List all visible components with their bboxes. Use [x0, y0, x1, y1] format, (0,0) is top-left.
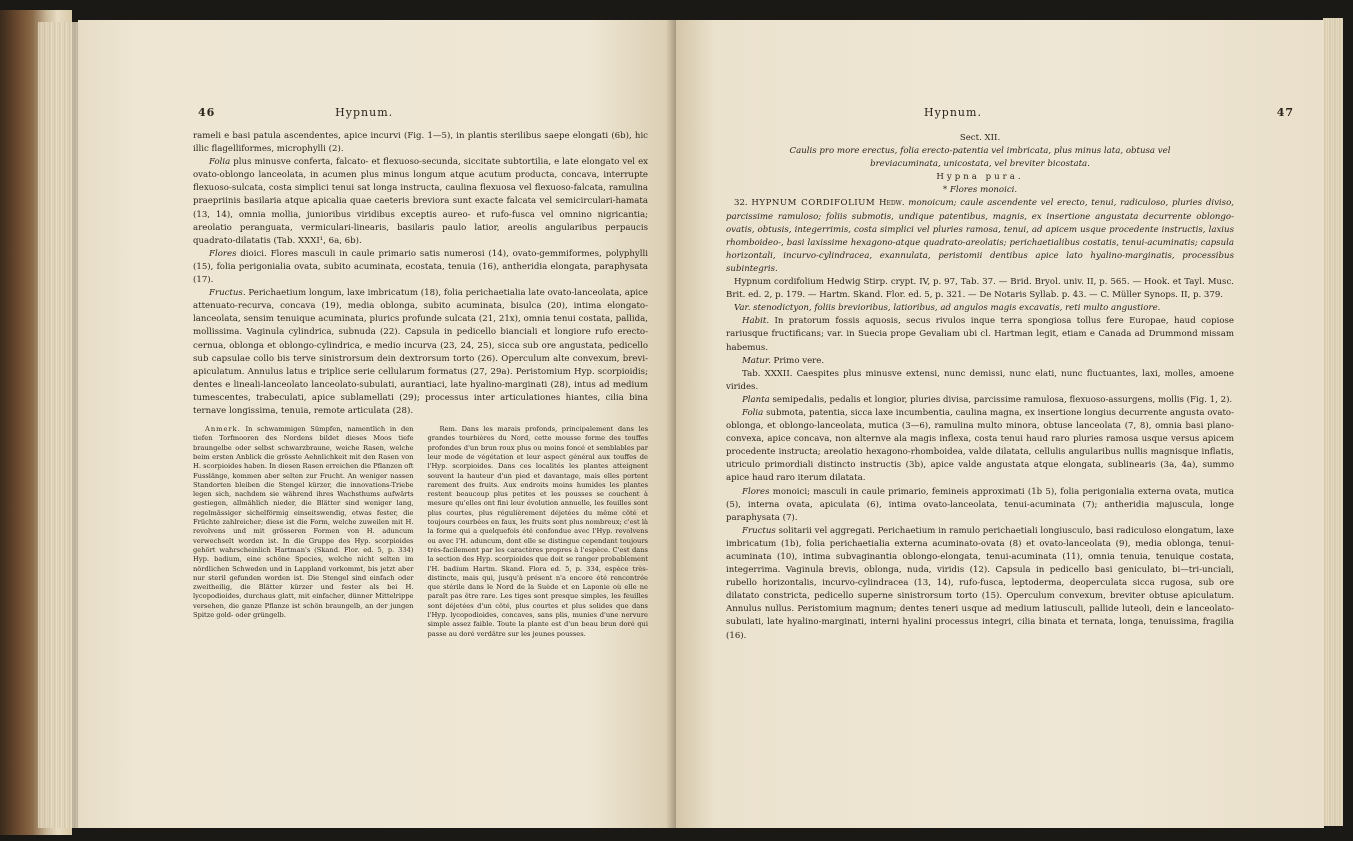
para-flores [193, 248, 648, 287]
species-diagnosis-text: monoicum; caule ascendente vel erecto, tenui, radiculoso, pluries diviso, parcissime ramuloso; foliis submotis, undique patentibus, magnis, ex insertione angustata decurrente oblongo-ovatis, obtusis, integerrimis, costa simplici vel pluries ramosa, tenui, ad apicem usque procedente instructis, laxius rhomboideo-, basi laxissime hexagono-atque quadrato-areolatis; perichaetialibus costatis, tenui-acuminatis; capsula horizontali, incurvo-cylindracea, exannulata, peristomii dentibus apice lato hyalino-marginatis, processibus subintegris. [726, 198, 1234, 274]
left-head-title: Hypnum. [335, 106, 394, 119]
page-edges-left [38, 22, 78, 828]
para-intro: rameli e basi patula ascendentes, apice incurvi (Fig. 1—5), in plantis sterilibus saepe elongati (6b), hic illic flagelliformes, microphylli (2). [193, 131, 648, 155]
fructus-text: Perichaetium longum, laxe imbricatum (18), folia perichaetialia late ovato-lanceolata, apice attenuato-recurva, concava (19), media oblonga, subito acuminata, bisulca (20), intima elongato-lanceolata, sensim tenuique acuminata, plurics profunde sulcata (21, 21x), omnia tenui costata, pallida, mollissima. Vaginula cylindrica, subnuda (22). Capsula in pedicello bianciali et longiore rufo erecto-cernua, oblonga et oblongo-cylindrica, e medio incurva (23, 24, 25), sicca sub ore angustata, pedicello sub capsulae collo bis terve sinistrorsum dein dextrorsum torto (26). Operculum alte convexum, brevi-apiculatum. Annulus latus e triplice serie cellularum formatus (27, 29a). Peristomium Hyp. scorpioidis; dentes e lineali-lanceolato lanceolato-subulati, aurantiaci, late hyalino-marginati (28), intus ad medium tumescentes, trabeculati, apice sublamellati (29); processus inter articulationes hiantes, cilia bina ternave longissima, tenuia, remote articulata (28). [193, 288, 648, 416]
left-body [193, 130, 648, 639]
species-number: 32. [734, 198, 748, 209]
planta [726, 394, 1234, 407]
species-name: HYPNUM CORDIFOLIUM [751, 198, 876, 209]
right-fructus [726, 525, 1234, 643]
right-page-number: 47 [1276, 106, 1294, 119]
right-flores-label: Flores [742, 486, 770, 497]
folia-text: plus minusve conferta, falcato- et flexuoso-secunda, siccitate subtortilia, e late elongato vel ex ovato-oblongo lanceolata, in acumen plus minus longum atque acutum producta, concava, interrupte flexuoso-sulcata, costa simplici tenui sat longa instructa, caulina flexuosa vel flexuoso-falcata, ramulina praepriinis basilaria atque apicalia quae caeteris breviora sunt exacte falcata vel semicirculari-hamata (13, 14), omnia mollia, junioribus viridibus exceptis aureo- et rufo-fusca vel omnino nigricantia; areolatio peranguata, vermiculari-linearis, basilaris paulo latior, areolis angularibus perpaucis quadrato-dilatatis (Tab. XXXI¹, 6a, 6b). [193, 157, 648, 246]
left-running-head [198, 106, 653, 119]
section-title: Sect. XII. [959, 133, 1001, 143]
group-title: Hypna pura. [936, 172, 1024, 183]
section-description: Caulis pro more erectus, folia erecto-patentia vel imbricata, plus minus lata, obtusa vel breviacuminata, unicostata, vel breviter bicostata. [789, 146, 1171, 170]
maturity [726, 355, 1234, 368]
synonymy: Hypnum cordifolium Hedwig Stirp. crypt. IV, p. 97, Tab. 37. — Brid. Bryol. univ. II, p. 565. — Hook. et Tayl. Musc. Brit. ed. 2, p. 179. — Hartm. Skand. Flor. ed. 5, p. 321. — De Notaris Syllab. p. 43. — C. Müller Synops. II, p. 379. [726, 277, 1234, 301]
right-fructus-text: solitarii vel aggregati. Perichaetium in ramulo perichaetiali longiusculo, basi radiculoso elongatum, laxe imbricatum (1b), folia perichaetialia externa acuminato-ovata (8) et ovato-lanceolata (9), media oblonga, tenui-acuminata (10), intima subvaginantia oblongo-elongata, tenui-acuminata (11), omnia tenuia, tenuique costata, integerrima. Vaginula brevis, oblonga, nuda, viridis (12). Capsula in pedicello basi geniculato, bi—tri-unciali, rubello horizontalis, incurvo-cylindracea (13, 14), rufo-fusca, leptoderma, deoperculata sicca rugosa, sub ore dilatato constricta, pedicello superne sinistrorsum torto (15). Operculum convexum, breviter obtuse apiculatum. Annulus nullus. Peristomium magnum; dentes teneri usque ad medium latiusculi, pallide luteoli, dein e lanceolato-subulati, late hyalino-marginati, interni hyalini processus integri, cilia binata et ternata, longa, tenuissima, fragilia (16). [726, 525, 1234, 641]
rem-text: Dans les marais profonds, principalement dans les grandes tourbières du Nord, cette mousse forme des touffes profondes d'un brun roux plus ou moins foncé et semblables par leur mode de végétation et leur aspect général aux touffes de l'Hyp. scorpioides. Dans ces localités les plantes atteignent souvent la hauteur d'un pied et davantage, mais elles portent rarement des fruits. Aux endroits moins humides les plantes restent beaucoup plus petites et les pousses se couchent à mesure qu'elles ont fini leur évolution annuelle, les feuilles sont plus courtes, plus régulièrement déjetées du même côté et toujours courbées en faux, les fruits sont plus nombreux; c'est là la forme qui a quelquefois été confondue avec l'Hyp. revolvens ou avec l'H. aduncum, dont elle se distingue cependant toujours très-facilement par les caractères propres à l'espèce. C'est dans la section des Hyp. scorpioides que doit se ranger probablement l'H. badium Hartm. Skand. Flora ed. 5, p. 334, espèce très-distincte, mais qui, jusqu'à présent n'a encore été rencontrée que stérile dans le Nord de la Suède et en Laponie où elle ne paraît pas être rare. Les tiges sont presque simples, les feuilles sont déjetées d'un côté, plus courtes et plus solides que dans l'Hyp. lycopodioides, concaves, sans plis, munies d'une nervure simple assez faible. Toute la plante est d'un beau brun doré qui passe au doré verdâtre sur les jeunes pousses. [427, 425, 648, 638]
anmerk-text: In schwammigen Sümpfen, namentlich in den tiefen Torfmooren des Nordens bildet dieses Moos tiefe braungelbe oder selbst schwarzbraune, weiche Rasen, welche beim ersten Anblick die grösste Aehnlichkeit mit den Rasen von H. scorpioides haben. In diesen Rasen erreichen die Pflanzen oft Fusslänge, kommen aber selten zur Frucht. An weniger nassen Standorten bleiben die Stengel kürzer, die innovations-Triebe legen sich, nachdem sie während ihres Wachsthums aufwärts gestiegen, allmählich nieder, die Blätter sind weniger lang, regelmässiger sichelförmig einseitswendig, etwas fester, die Früchte zahlreicher; diese ist die Form, welche zuweilen mit H. revolvens und mit grösseren Formen von H. aduncum verwechselt worden ist. In die Gruppe des Hyp. scorpioides gehört wahrscheinlich Hartman's (Skand. Flor. ed. 5, p. 334) Hyp. badium, eine schöne Species, welche nicht selten im nördlichen Schweden und in Lappland vorkommt, bis jetzt aber nur steril gefunden worden ist. Die Stengel sind einfach oder zweitheilig, die Blätter kürzer und fester als bei H. lycopodioides, durchaus glatt, mit einfacher, dünner Mittelrippe versehen, die ganze Pflanze ist schön braungelb, an der jungen Spitze gold- oder grüngelb. [193, 425, 414, 619]
rem-label: Rem. [439, 425, 457, 434]
matur-label: Matur. [742, 355, 771, 366]
habit-label: Habit. [742, 316, 770, 327]
right-fructus-label: Fructus [742, 525, 776, 536]
species-diagnosis [726, 197, 1234, 276]
right-folia-label: Folia [742, 407, 764, 418]
folia-label: Folia [209, 157, 231, 168]
habit-text: In pratorum fossis aquosis, secus rivulos inque terra spongiosa tollus fere Europae, haud copiose rariusque fructificans; var. in Suecia prope Gevaliam ubi cl. Hartman legit, etiam e Canada ad Drummond missam habemus. [726, 316, 1234, 353]
variety: Var. stenodictyon, foliis brevioribus, latioribus, ad angulos magis excavatis, reti multo angustiore. [734, 303, 1161, 314]
note-german [193, 425, 414, 639]
notes-columns [193, 425, 648, 639]
flores-label: Flores [209, 248, 237, 259]
right-running-head [924, 106, 1294, 119]
habitat [726, 315, 1234, 354]
page-edges-right [1323, 18, 1343, 826]
fructus-label: Fructus. [209, 288, 246, 299]
left-page-number: 46 [198, 106, 216, 119]
planta-label: Planta [742, 394, 770, 405]
right-flores-text: monoici; masculi in caule primario, femineis approximati (1b 5), folia perigonialia externa ovata, mutica (5), interna ovata, apiculata (6), intima ovato-lanceolata, tenui-acuminata (7); antheridia majuscula, longe paraphysata (7). [726, 486, 1234, 523]
right-folia [726, 407, 1234, 486]
right-flores [726, 486, 1234, 525]
note-french [428, 425, 649, 639]
para-folia [193, 156, 648, 248]
flores-text: dioici. Flores masculi in caule primario satis numerosi (14), ovato-gemmiformes, polyphylli (15), folia perigonialia ovata, subito acuminata, ecostata, tenuia (16), antheridia elongata, paraphysata (17). [193, 248, 648, 286]
group-subtitle: * Flores monoici. [942, 185, 1018, 196]
tab-caespites: Tab. XXXII. Caespites plus minusve extensi, nunc demissi, nunc elati, nunc fluctuantes, laxi, molles, amoene virides. [726, 368, 1234, 392]
matur-text: Primo vere. [770, 355, 825, 366]
para-fructus [193, 287, 648, 418]
right-folia-text: submota, patentia, sicca laxe incumbentia, caulina magna, ex insertione longius decurrente angusta ovato-oblonga, et oblongo-lanceolata, mutica (3—6), ramulina multo minora, obtuse lanceolata (7, 8), omnia basi plano-convexa, apice concava, non alternve ala magis inflexa, costa tenui haud raro pluries ramosa usque versus apicem procedente instructa; areolatio hexagono-rhomboidea, valde dilatata, cellulis angularibus nullis magnisque inflatis, utriculo primordiali distincto instructis (3b), apice valde angustata atque elongata, sublinearis (3a, 4a), summo apice haud raro iterum dilatata. [726, 407, 1234, 484]
left-page [78, 20, 676, 828]
right-head-title: Hypnum. [924, 106, 982, 119]
right-body [726, 132, 1234, 643]
species-author: Hedw. [878, 198, 905, 209]
right-page [676, 20, 1324, 828]
planta-text: semipedalis, pedalis et longior, pluries divisa, parcissime ramulosa, flexuoso-assurgens, mollis (Fig. 1, 2). [769, 394, 1233, 405]
anmerk-label: Anmerk. [205, 425, 241, 434]
